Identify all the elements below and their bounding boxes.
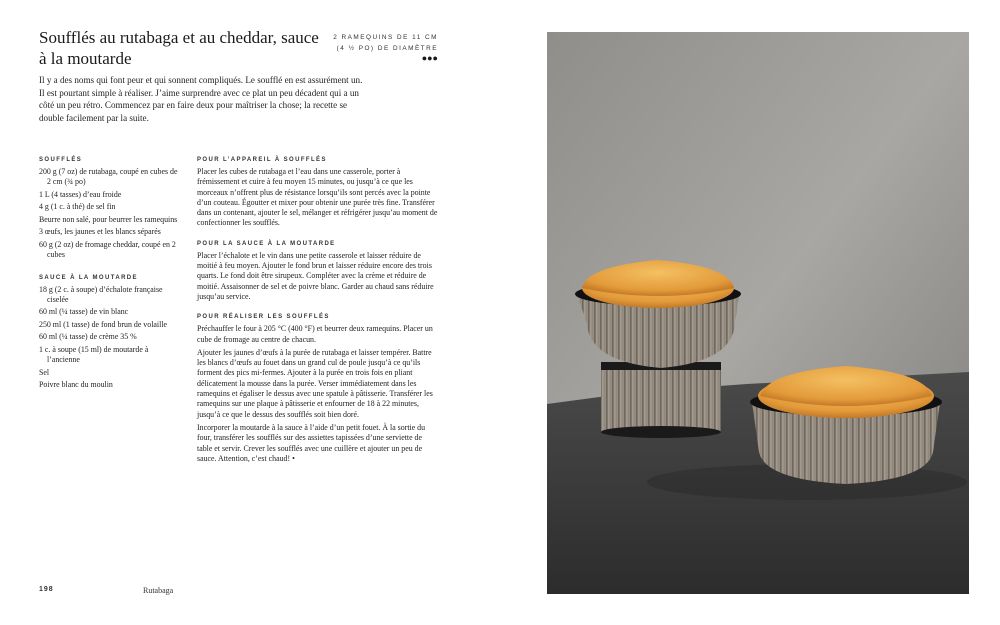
sauce-heading: SAUCE À LA MOUTARDE (39, 274, 138, 281)
ingredient-item: Sel (39, 367, 50, 377)
ingredient-item: 250 ml (1 tasse) de fond brun de volaille (39, 319, 167, 329)
method-step: Incorporer la moutarde à la sauce à l’aide d’un petit fouet. À la sortie du four, transférer les soufflés sur des assiettes tapissées d’une serviette de table et servir. Crever les soufflés avec une cuillère et ajouter un peu de sauce. Attention, c’est chaud! • (197, 422, 426, 463)
method-step: Placer les cubes de rutabaga et l’eau dans une casserole, porter à frémissement et cuire à feu moyen 15 minutes, ou jusqu’à ce que les morceaux n’offrent plus de résistance lorsqu’ils sont percés avec la pointe d’un couteau. Égoutter et mixer pour obtenir une purée très fine. Transférer dans un contenant, ajouter le sel, mélanger et réfrigérer jusqu’au moment de confectionner les soufflés. (197, 167, 438, 228)
ingredient-item: 18 g (2 c. à soupe) d’échalote française ciselée (39, 284, 163, 304)
souffle-photo (547, 32, 969, 594)
method-step: Ajouter les jaunes d’œufs à la purée de rutabaga et laisser tempérer. Battre les blancs d’œufs au fouet dans un grand cul de poule jusqu’à ce qu’ils forment des pics mi-fermes. Ajouter à la purée en trois fois en pliant délicatement la mousse dans la purée. Verser immédiatement dans les ramequins et égaliser le dessus avec une spatule à pâtisserie. Transférer les ramequins sur une plaque à pâtisserie et enfourner de 18 à 22 minutes, jusqu’à ce que le dessus des soufflés soit bien doré. (197, 347, 433, 419)
recipe-title: Soufflés au rutabaga et au cheddar, sauce à la moutarde (39, 28, 319, 68)
ingredient-item: Poivre blanc du moulin (39, 380, 113, 389)
ingredient-item: 1 L (4 tasses) d’eau froide (39, 189, 122, 199)
yield-info (320, 32, 438, 54)
sauce-method-heading: POUR LA SAUCE À LA MOUTARDE (197, 240, 336, 247)
ingredients-column (39, 155, 179, 392)
realiser-heading: POUR RÉALISER LES SOUFFLÉS (197, 314, 330, 321)
ingredient-item: 4 g (1 c. à thé) de sel fin (39, 202, 116, 212)
appareil-heading: POUR L’APPAREIL À SOUFFLÉS (197, 157, 327, 163)
method-step: Préchauffer le four à 205 °C (400 °F) et beurrer deux ramequins. Placer un cube de fromage au centre de chacun. (197, 324, 433, 344)
section-name: Rutabaga (143, 586, 174, 595)
difficulty-dots-icon: ●●● (421, 53, 438, 63)
ingredient-item: 1 c. à soupe (15 ml) de moutarde à l’ancienne (39, 344, 149, 365)
souffles-heading: SOUFFLÉS (39, 157, 83, 163)
ingredient-item: 3 œufs, les jaunes et les blancs séparés (39, 227, 161, 237)
ramekin-front (750, 366, 942, 484)
ingredient-item: 200 g (7 oz) de rutabaga, coupé en cubes de 2 cm (¾ po) (39, 167, 178, 187)
page-number: 198 (39, 586, 54, 593)
yield-line-1: 2 RAMEQUINS DE 11 CM (333, 34, 438, 41)
ingredient-item: Beurre non salé, pour beurrer les ramequins (39, 214, 178, 224)
method-step: Placer l’échalote et le vin dans une petite casserole et laisser réduire de moitié à feu moyen. Ajouter le fond brun et laisser réduire encore des trois quarts. Le fond doit être sirupeux. Compléter avec la crème et réduire de moitié. Assaisonner de sel et de poivre blanc. Garder au chaud sans réduire jusqu’au service. (197, 250, 434, 301)
ingredient-item: 60 g (2 oz) de fromage cheddar, coupé en 2 cubes (39, 239, 176, 260)
ingredient-item: 60 ml (¼ tasse) de vin blanc (39, 307, 129, 317)
yield-line-2: (4 ½ PO) DE DIAMÈTRE (336, 45, 438, 52)
intro-paragraph: Il y a des noms qui font peur et qui sonnent compliqués. Le soufflé en est assurément un. Il est pourtant simple à réaliser. J’aime surprendre avec ce plat un peu décadent qui a un côté un peu rétro. Commencez par en faire deux pour maîtriser la chose; la recette se double facilement par la suite. (39, 75, 363, 123)
method-column (197, 155, 439, 467)
ingredient-item: 60 ml (¼ tasse) de crème 35 % (39, 332, 137, 342)
